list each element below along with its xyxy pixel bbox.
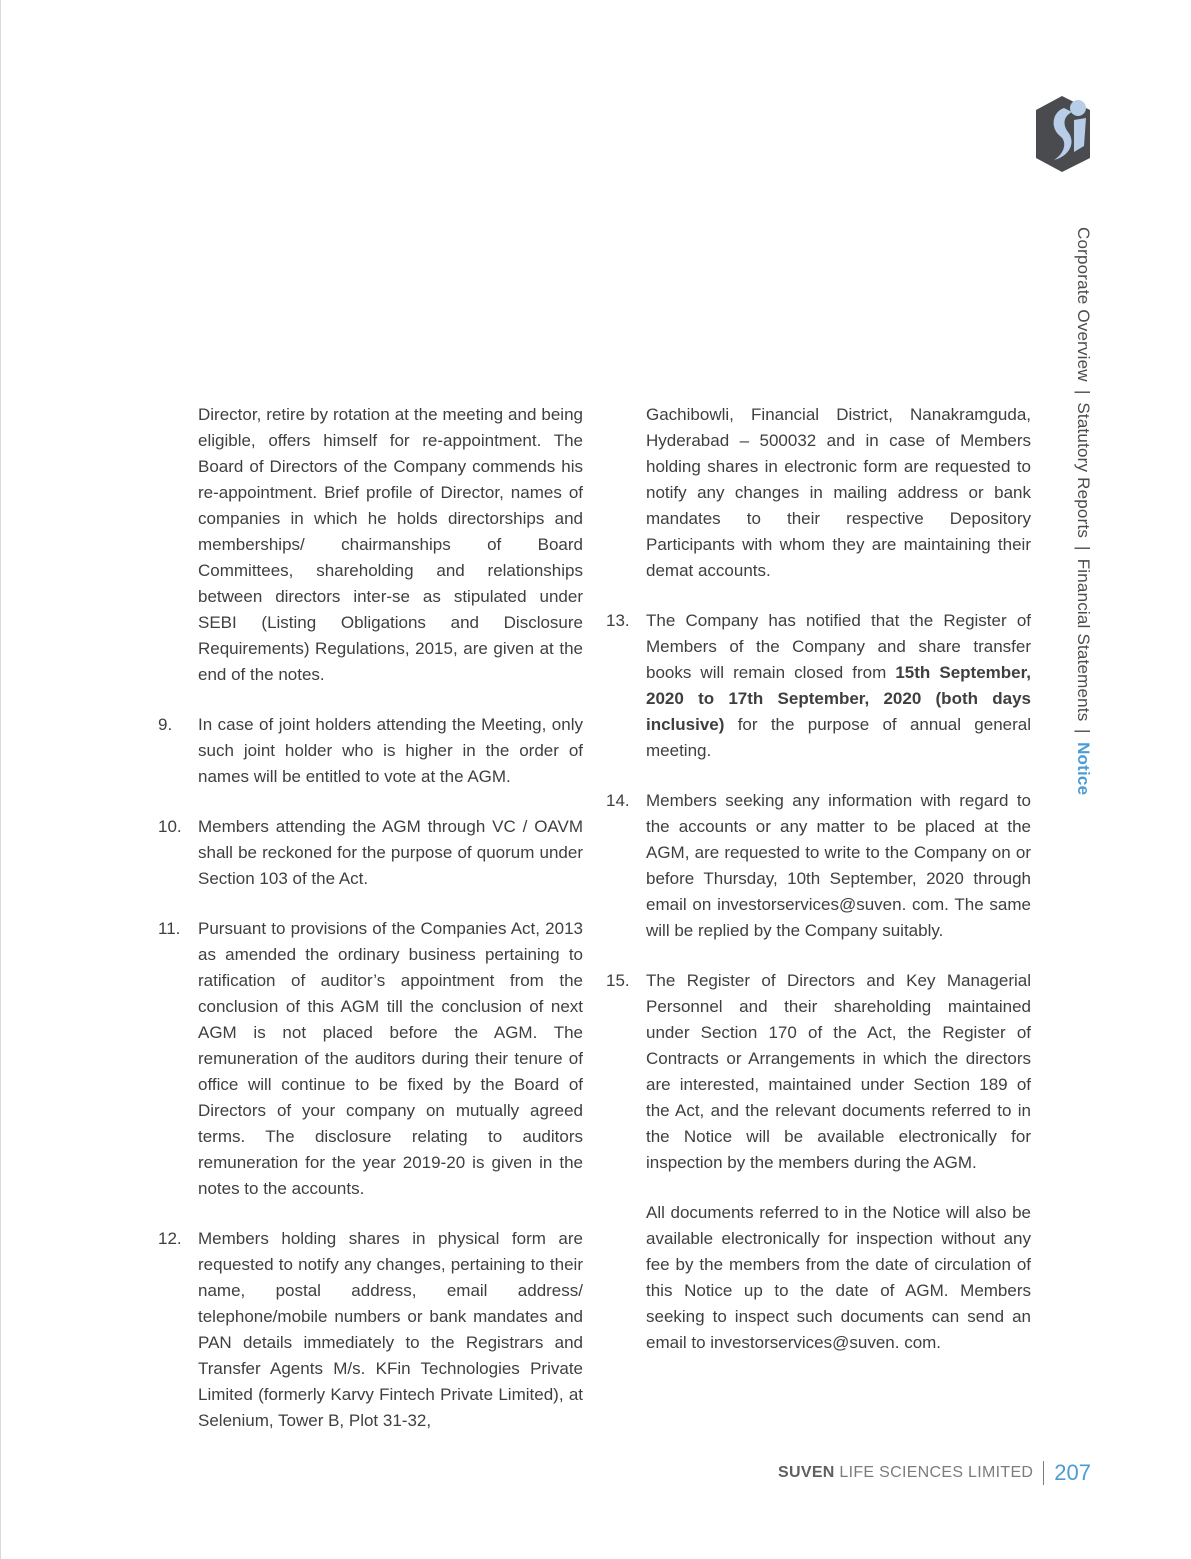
- company-name: [778, 1464, 1033, 1482]
- nav-item-corporate-overview[interactable]: Corporate Overview: [1074, 227, 1093, 382]
- item-number: 12.: [158, 1229, 182, 1248]
- item-text-part: for the purpose of annual general meeting.: [646, 715, 1031, 760]
- list-item-12: [158, 1226, 592, 1434]
- company-name-rest: LIFE SCIENCES LIMITED: [834, 1464, 1034, 1481]
- right-column: [606, 402, 1040, 1380]
- paragraph-text: All documents referred to in the Notice will also be available electronically for inspection without any fee by the members from the date of circulation of this Notice up to the date of AGM. Members seeking to inspect such documents can send an email to investorservices@suven. com.: [646, 1203, 1031, 1352]
- list-item-15: [606, 968, 1040, 1176]
- paragraph-text: Director, retire by rotation at the meeting and being eligible, offers himself for re-appointment. The Board of Directors of the Company commends his re-appointment. Brief profile of Director, names of companies in which he holds directorships and memberships/ chairmanships of Board Committees, shareholding and relationships between directors inter-se as stipulated under SEBI (Listing Obligations and Disclosure Requirements) Regulations, 2015, are given at the end of the notes.: [198, 405, 583, 684]
- company-logo-icon: [1034, 94, 1094, 174]
- nav-separator: |: [1074, 389, 1093, 395]
- footer-divider: [1043, 1461, 1044, 1485]
- item-text: [646, 608, 1031, 764]
- left-column: [158, 402, 592, 1458]
- company-name-bold: SUVEN: [778, 1464, 835, 1481]
- closing-paragraph: [606, 1200, 1040, 1356]
- list-item-continuation: [606, 402, 1040, 584]
- page-footer: [778, 1460, 1091, 1486]
- item-number: 15.: [606, 971, 630, 990]
- nav-item-statutory-reports[interactable]: Statutory Reports: [1074, 402, 1093, 539]
- item-number: 14.: [606, 791, 630, 810]
- item-number: 11.: [158, 919, 181, 938]
- paragraph-text: Gachibowli, Financial District, Nanakramguda, Hyderabad – 500032 and in case of Members holding shares in electronic form are requested to notify any changes in mailing address or bank mandates to their respective Depository Participants with whom they are maintaining their demat accounts.: [646, 405, 1031, 580]
- item-text: Members holding shares in physical form are requested to notify any changes, pertaining to their name, postal address, email address/ telephone/mobile numbers or bank mandates and PAN details immediately to the Registrars and Transfer Agents M/s. KFin Technologies Private Limited (formerly Karvy Fintech Private Limited), at Selenium, Tower B, Plot 31-32,: [198, 1229, 583, 1430]
- item-number: 9.: [158, 715, 173, 734]
- item-text: Members attending the AGM through VC / OAVM shall be reckoned for the purpose of quorum under Section 103 of the Act.: [198, 817, 583, 888]
- nav-item-notice-active[interactable]: Notice: [1074, 742, 1093, 796]
- page-edge: [0, 0, 1, 1559]
- section-navigation: [1071, 227, 1095, 795]
- list-item-13: [606, 608, 1040, 764]
- list-item-continuation: [158, 402, 592, 688]
- item-text: Pursuant to provisions of the Companies Act, 2013 as amended the ordinary business pertaining to ratification of auditor’s appointment from the conclusion of this AGM till the conclusion of next AGM is not placed before the AGM. The remuneration of the auditors during their tenure of office will continue to be fixed by the Board of Directors of your company on mutually agreed terms. The disclosure relating to auditors remuneration for the year 2019-20 is given in the notes to the accounts.: [198, 919, 583, 1198]
- book-closure-dates: 15th September, 2020 to 17th September, 2020 (both days inclusive): [646, 663, 1031, 734]
- item-text-part: The Company has notified that the Register of Members of the Company and share transfer books will remain closed from: [646, 611, 1031, 682]
- list-item-10: [158, 814, 592, 892]
- item-text: In case of joint holders attending the Meeting, only such joint holder who is higher in the order of names will be entitled to vote at the AGM.: [198, 715, 583, 786]
- item-text: The Register of Directors and Key Managerial Personnel and their shareholding maintained under Section 170 of the Act, the Register of Contracts or Arrangements in which the directors are interested, maintained under Section 189 of the Act, and the relevant documents referred to in the Notice will be available electronically for inspection by the members during the AGM.: [646, 971, 1031, 1172]
- nav-separator: |: [1074, 729, 1093, 735]
- item-number: 13.: [606, 611, 630, 630]
- list-item-11: [158, 916, 592, 1202]
- page-number: 207: [1054, 1460, 1091, 1485]
- nav-separator: |: [1074, 546, 1093, 551]
- list-item-9: [158, 712, 592, 790]
- item-text: Members seeking any information with regard to the accounts or any matter to be placed at the AGM, are requested to write to the Company on or before Thursday, 10th September, 2020 through email on investorservices@suven. com. The same will be replied by the Company suitably.: [646, 791, 1031, 940]
- list-item-14: [606, 788, 1040, 944]
- nav-item-financial-statements[interactable]: Financial Statements: [1074, 558, 1093, 722]
- item-number: 10.: [158, 817, 182, 836]
